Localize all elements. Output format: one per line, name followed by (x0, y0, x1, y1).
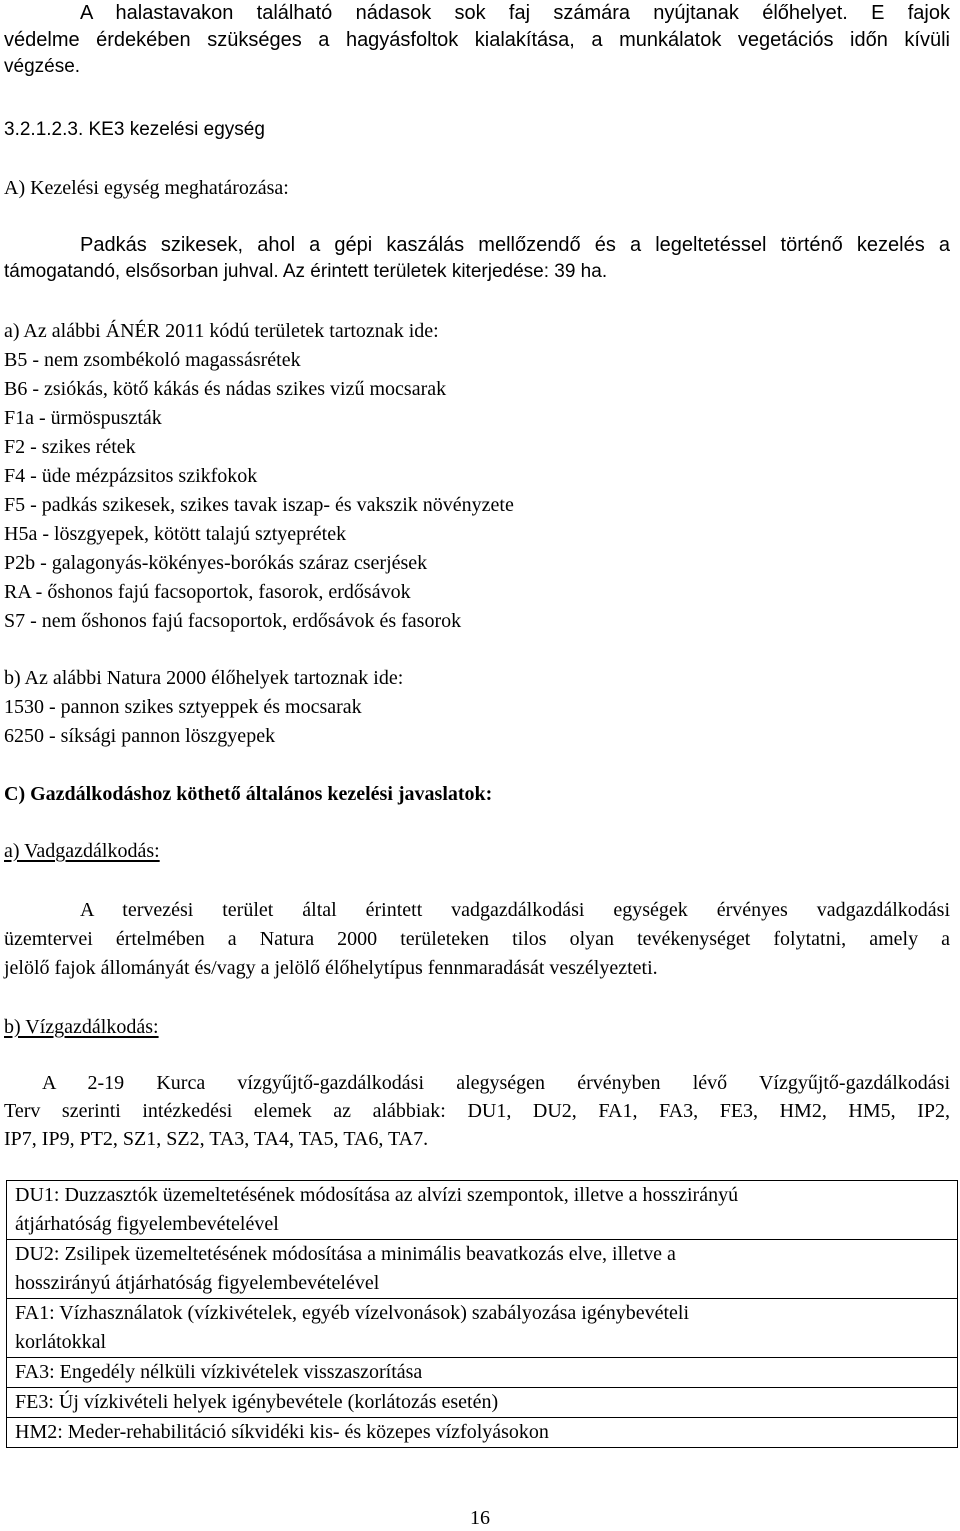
measure-text: DU2: Zsilipek üzemeltetésének módosítása a minimális beavatkozás elve, illetve a (15, 1243, 676, 1265)
measure-text: DU1: Duzzasztók üzemeltetésének módosítása az alvízi szempontok, illetve a hosszirányú (15, 1184, 739, 1206)
hunting-line-2: üzemtervei értelmében a Natura 2000 területeken tilos olyan tevékenységet folytatni, amely a (4, 928, 950, 950)
hunting-line-3: jelölő fajok állományát és/vagy a jelölő élőhelytípus fennmaradását veszélyezteti. (4, 957, 658, 979)
water-line-1: A 2-19 Kurca vízgyűjtő-gazdálkodási alegységen érvényben lévő Vízgyűjtő-gazdálkodási (42, 1072, 950, 1094)
measure-text: FA3: Engedély nélküli vízkivételek visszaszorítása (15, 1361, 423, 1383)
table-cell (7, 1181, 958, 1240)
table-cell (7, 1299, 958, 1358)
intro-line-1: A halastavakon található nádasok sok faj számára nyújtanak élőhelyet. E fajok (80, 2, 950, 24)
hunting-title: a) Vadgazdálkodás: (4, 840, 160, 862)
aner-list-item: B5 - nem zsombékoló magassásrétek (4, 349, 301, 371)
water-title: b) Vízgazdálkodás: (4, 1016, 159, 1038)
aner-list-item: F2 - szikes rétek (4, 436, 136, 458)
aner-list-item: F1a - ürmöspuszták (4, 407, 162, 429)
measures-table (6, 1180, 958, 1448)
measure-text: korlátokkal (15, 1331, 107, 1353)
measure-text: hosszirányú átjárhatóság figyelembevételével (15, 1272, 380, 1294)
table-cell (7, 1240, 958, 1299)
aner-list-item: F4 - üde mézpázsitos szikfokok (4, 465, 258, 487)
table-cell (7, 1388, 958, 1418)
aner-list-item: H5a - löszgyepek, kötött talajú sztyeprétek (4, 523, 347, 545)
section-heading: 3.2.1.2.3. KE3 kezelési egység (4, 119, 265, 140)
hunting-line-1: A tervezési terület által érintett vadgazdálkodási egységek érvényes vadgazdálkodási (80, 899, 950, 921)
measure-text: FE3: Új vízkivételi helyek igénybevétele (korlátozás esetén) (15, 1391, 499, 1413)
intro-line-2: védelme érdekében szükséges a hagyásfoltok kialakítása, a munkálatok vegetációs időn kívüli (4, 29, 950, 51)
table-row (7, 1418, 958, 1448)
page-number: 16 (470, 1507, 490, 1529)
table-cell (7, 1358, 958, 1388)
definition-line-1: Padkás szikesek, ahol a gépi kaszálás mellőzendő és a legeltetéssel történő kezelés a (80, 234, 950, 256)
section-c-heading: C) Gazdálkodáshoz köthető általános kezelési javaslatok: (4, 783, 493, 805)
table-row (7, 1240, 958, 1299)
aner-list-item: S7 - nem őshonos fajú facsoportok, erdősávok és fasorok (4, 610, 462, 632)
table-row (7, 1181, 958, 1240)
table-row (7, 1299, 958, 1358)
table-cell (7, 1418, 958, 1448)
measure-text: FA1: Vízhasználatok (vízkivételek, egyéb vízelvonások) szabályozása igénybevételi (15, 1302, 690, 1324)
table-row (7, 1388, 958, 1418)
aner-list-item: RA - őshonos fajú facsoportok, fasorok, erdősávok (4, 581, 411, 603)
measure-text: HM2: Meder-rehabilitáció síkvidéki kis- és közepes vízfolyásokon (15, 1421, 549, 1443)
definition-line-2: támogatandó, elsősorban juhval. Az érintett területek kiterjedése: 39 ha. (4, 261, 608, 282)
table-row (7, 1358, 958, 1388)
natura-list-item: 6250 - síksági pannon löszgyepek (4, 725, 276, 747)
aner-list-item: P2b - galagonyás-kökényes-borókás száraz cserjések (4, 552, 428, 574)
intro-line-3: végzése. (4, 56, 81, 77)
natura-list-item: 1530 - pannon szikes sztyeppek és mocsarak (4, 696, 362, 718)
water-line-2: Terv szerinti intézkedési elemek az alábbiak: DU1, DU2, FA1, FA3, FE3, HM2, HM5, IP2, (4, 1100, 950, 1122)
subheading-definition: A) Kezelési egység meghatározása: (4, 177, 289, 199)
measure-text: átjárhatóság figyelembevételével (15, 1213, 279, 1235)
natura-list-title: b) Az alábbi Natura 2000 élőhelyek tartoznak ide: (4, 667, 404, 689)
aner-list-item: F5 - padkás szikesek, szikes tavak iszap- és vakszik növényzete (4, 494, 514, 516)
aner-list-item: B6 - zsiókás, kötő kákás és nádas szikes vizű mocsarak (4, 378, 447, 400)
water-line-3: IP7, IP9, PT2, SZ1, SZ2, TA3, TA4, TA5, TA6, TA7. (4, 1128, 429, 1150)
aner-list-title: a) Az alábbi ÁNÉR 2011 kódú területek tartoznak ide: (4, 320, 439, 342)
